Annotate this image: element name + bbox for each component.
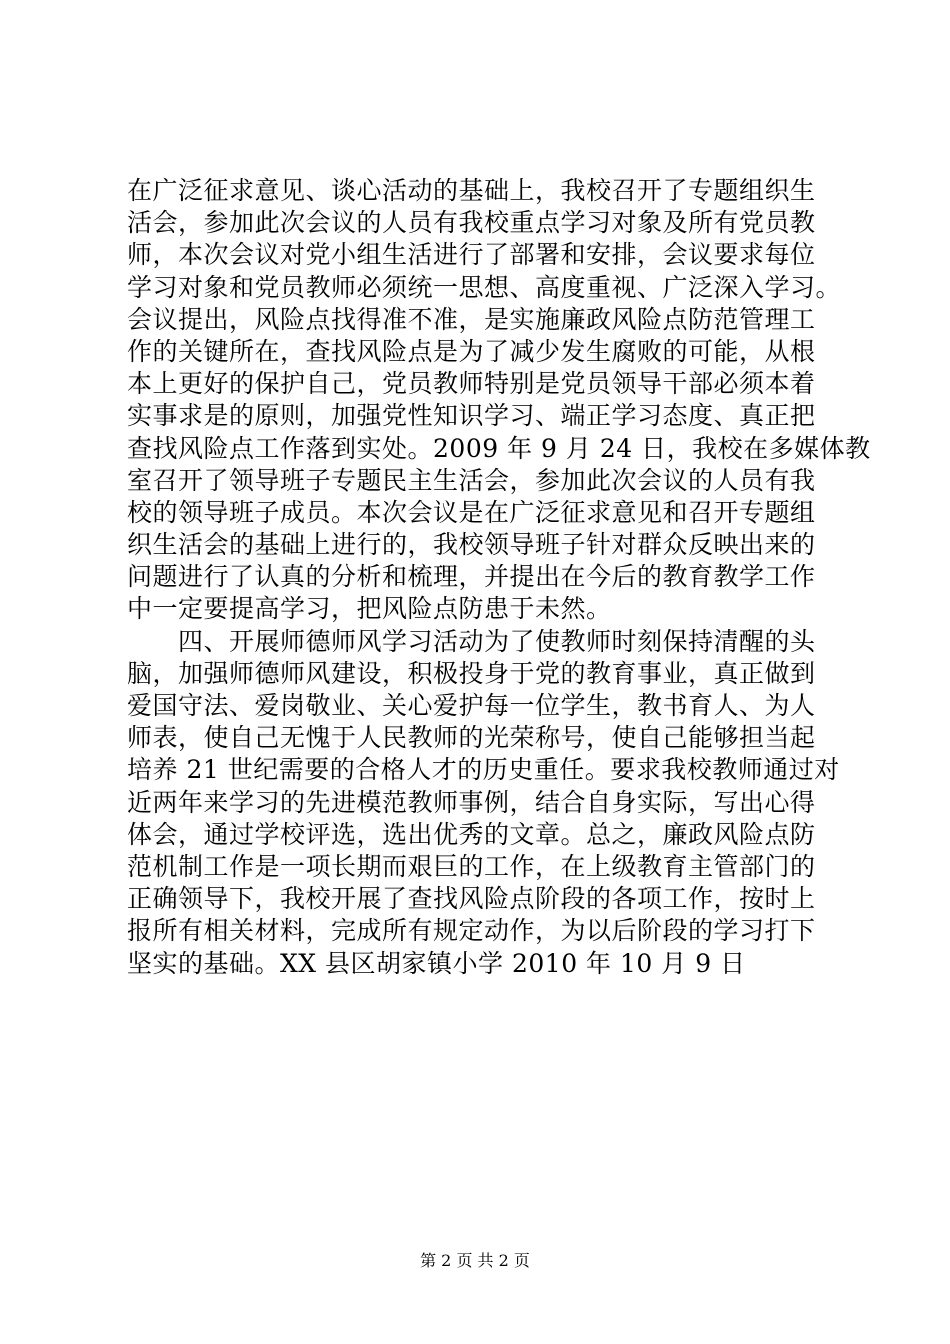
text-line: 织生活会的基础上进行的，我校领导班子针对群众反映出来的	[127, 530, 816, 560]
text-line: 爱国守法、爱岗敬业、关心爱护每一位学生，教书育人、为人	[127, 691, 816, 720]
text-line: 体会，通过学校评选，选出优秀的文章。总之，廉政风险点防	[127, 819, 816, 849]
text-line: 活会，参加此次会议的人员有我校重点学习对象及所有党员教	[127, 208, 816, 238]
text-line: 校的领导班子成员。本次会议是在广泛征求意见和召开专题组	[127, 497, 816, 527]
text-line: 坚实的基础。XX 县区胡家镇小学 2010 年 10 月 9 日	[127, 948, 746, 978]
text-line: 正确领导下，我校开展了查找风险点阶段的各项工作，按时上	[127, 884, 816, 914]
text-line: 查找风险点工作落到实处。2009 年 9 月 24 日，我校在多媒体教	[127, 433, 871, 463]
text-line: 在广泛征求意见、谈心活动的基础上，我校召开了专题组织生	[127, 176, 816, 205]
text-line: 作的关键所在，查找风险点是为了减少发生腐败的可能，从根	[127, 336, 816, 366]
text-line: 培养 21 世纪需要的合格人才的历史重任。要求我校教师通过对	[127, 755, 840, 785]
text-line: 实事求是的原则，加强党性知识学习、端正学习态度、真正把	[127, 401, 816, 431]
page-footer: 第 2 页 共 2 页	[420, 1251, 530, 1270]
text-line: 问题进行了认真的分析和梳理，并提出在今后的教育教学工作	[127, 562, 816, 592]
text-line: 室召开了领导班子专题民主生活会，参加此次会议的人员有我	[127, 465, 816, 495]
text-line: 范机制工作是一项长期而艰巨的工作，在上级教育主管部门的	[127, 851, 816, 881]
text-line: 四、开展师德师风学习活动为了使教师时刻保持清醒的头	[127, 626, 816, 656]
text-line: 中一定要提高学习，把风险点防患于未然。	[127, 594, 612, 624]
text-line: 报所有相关材料，完成所有规定动作，为以后阶段的学习打下	[127, 916, 816, 946]
text-line: 学习对象和党员教师必须统一思想、高度重视、广泛深入学习。	[127, 272, 842, 302]
text-line: 本上更好的保护自己，党员教师特别是党员领导干部必须本着	[127, 369, 816, 399]
body-text	[127, 175, 871, 980]
text-line: 师，本次会议对党小组生活进行了部署和安排，会议要求每位	[127, 240, 816, 270]
text-line: 师表，使自己无愧于人民教师的光荣称号，使自己能够担当起	[127, 723, 816, 753]
text-line: 脑，加强师德师风建设，积极投身于党的教育事业，真正做到	[127, 658, 816, 688]
text-line: 近两年来学习的先进模范教师事例，结合自身实际，写出心得	[127, 787, 816, 817]
text-line: 会议提出，风险点找得准不准，是实施廉政风险点防范管理工	[127, 304, 816, 334]
